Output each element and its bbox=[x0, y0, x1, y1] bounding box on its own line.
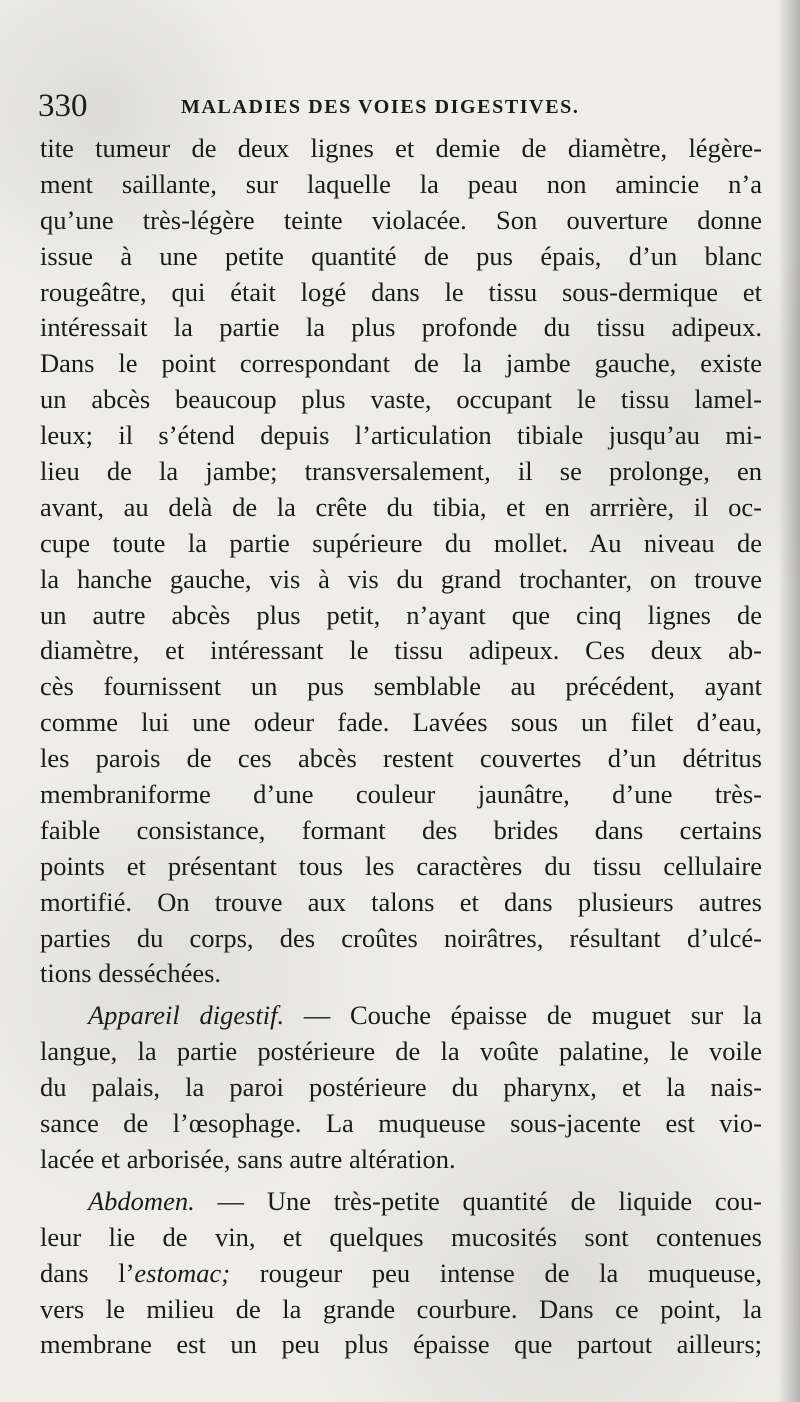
text-line bbox=[40, 1256, 762, 1292]
text-line: cupe toute la partie supérieure du mollet. Au niveau de bbox=[40, 527, 762, 558]
text-line: mortifié. On trouve aux talons et dans plusieurs autres bbox=[40, 886, 762, 917]
text-line: leux; il s’étend depuis l’articulation tibiale jusqu’au mi- bbox=[40, 420, 762, 451]
page-edge-shadow bbox=[778, 0, 800, 1402]
text-line: langue, la partie postérieure de la voûte palatine, le voile bbox=[40, 1036, 762, 1067]
text-line: comme lui une odeur fade. Lavées sous un filet d’eau, bbox=[40, 707, 762, 738]
text-run: — Une très-petite quantité de liquide cou- bbox=[194, 1185, 762, 1216]
paragraph-first-line bbox=[40, 1184, 762, 1220]
text-line: sance de l’œsophage. La muqueuse sous-jacente est vio- bbox=[40, 1108, 762, 1139]
body-text bbox=[40, 131, 762, 1363]
text-line: vers le milieu de la grande courbure. Dans ce point, la bbox=[40, 1293, 762, 1324]
section-heading-appareil-digestif: Appareil digestif. bbox=[88, 1000, 285, 1031]
text-line: un abcès beaucoup plus vaste, occupant le tissu lamel- bbox=[40, 384, 762, 415]
text-run: rougeur peu intense de la muqueuse, bbox=[230, 1257, 762, 1288]
section-heading-abdomen: Abdomen. bbox=[88, 1185, 195, 1216]
text-line: ment saillante, sur laquelle la peau non amincie n’a bbox=[40, 168, 762, 199]
text-line: lieu de la jambe; transversalement, il se prolonge, en bbox=[40, 456, 762, 487]
text-line: tions desséchées. bbox=[40, 958, 222, 989]
text-line: lacée et arborisée, sans autre altération. bbox=[40, 1143, 456, 1174]
italic-term: estomac; bbox=[134, 1257, 231, 1288]
text-line: membraniforme d’une couleur jaunâtre, d’une très- bbox=[40, 779, 762, 810]
text-line: tite tumeur de deux lignes et demie de diamètre, légère- bbox=[40, 133, 762, 163]
text-line: Dans le point correspondant de la jambe gauche, existe bbox=[40, 348, 762, 379]
text-line: un autre abcès plus petit, n’ayant que cinq lignes de bbox=[40, 599, 762, 630]
text-line: faible consistance, formant des brides dans certains bbox=[40, 814, 762, 845]
text-line: du palais, la paroi postérieure du pharynx, et la nais- bbox=[40, 1072, 762, 1103]
paragraph-first-line bbox=[40, 998, 762, 1034]
text-line: membrane est un peu plus épaisse que partout ailleurs; bbox=[40, 1329, 762, 1360]
text-line: cès fournissent un pus semblable au précédent, ayant bbox=[40, 671, 762, 702]
text-line: les parois de ces abcès restent couvertes d’un détritus bbox=[40, 743, 762, 774]
text-line: points et présentant tous les caractères du tissu cellulaire bbox=[40, 850, 762, 881]
text-line: la hanche gauche, vis à vis du grand trochanter, on trouve bbox=[40, 563, 762, 594]
text-line: issue à une petite quantité de pus épais, d’un blanc bbox=[40, 240, 762, 271]
text-run: — Couche épaisse de muguet sur la bbox=[284, 1000, 762, 1031]
text-line: intéressait la partie la plus profonde du tissu adipeux. bbox=[40, 312, 762, 343]
page-number: 330 bbox=[38, 88, 88, 124]
text-line: rougeâtre, qui était logé dans le tissu sous-dermique et bbox=[40, 276, 762, 307]
text-line: diamètre, et intéressant le tissu adipeux. Ces deux ab- bbox=[40, 635, 762, 666]
page-header bbox=[38, 86, 768, 126]
text-line: qu’une très-légère teinte violacée. Son ouverture donne bbox=[40, 204, 762, 235]
text-line: leur lie de vin, et quelques mucosités sont contenues bbox=[40, 1221, 762, 1252]
text-run: dans l’ bbox=[40, 1257, 135, 1288]
running-title: MALADIES DES VOIES DIGESTIVES. bbox=[181, 96, 580, 118]
text-line: parties du corps, des croûtes noirâtres, résultant d’ulcé- bbox=[40, 922, 762, 953]
text-line: avant, au delà de la crête du tibia, et en arrrière, il oc- bbox=[40, 491, 762, 522]
